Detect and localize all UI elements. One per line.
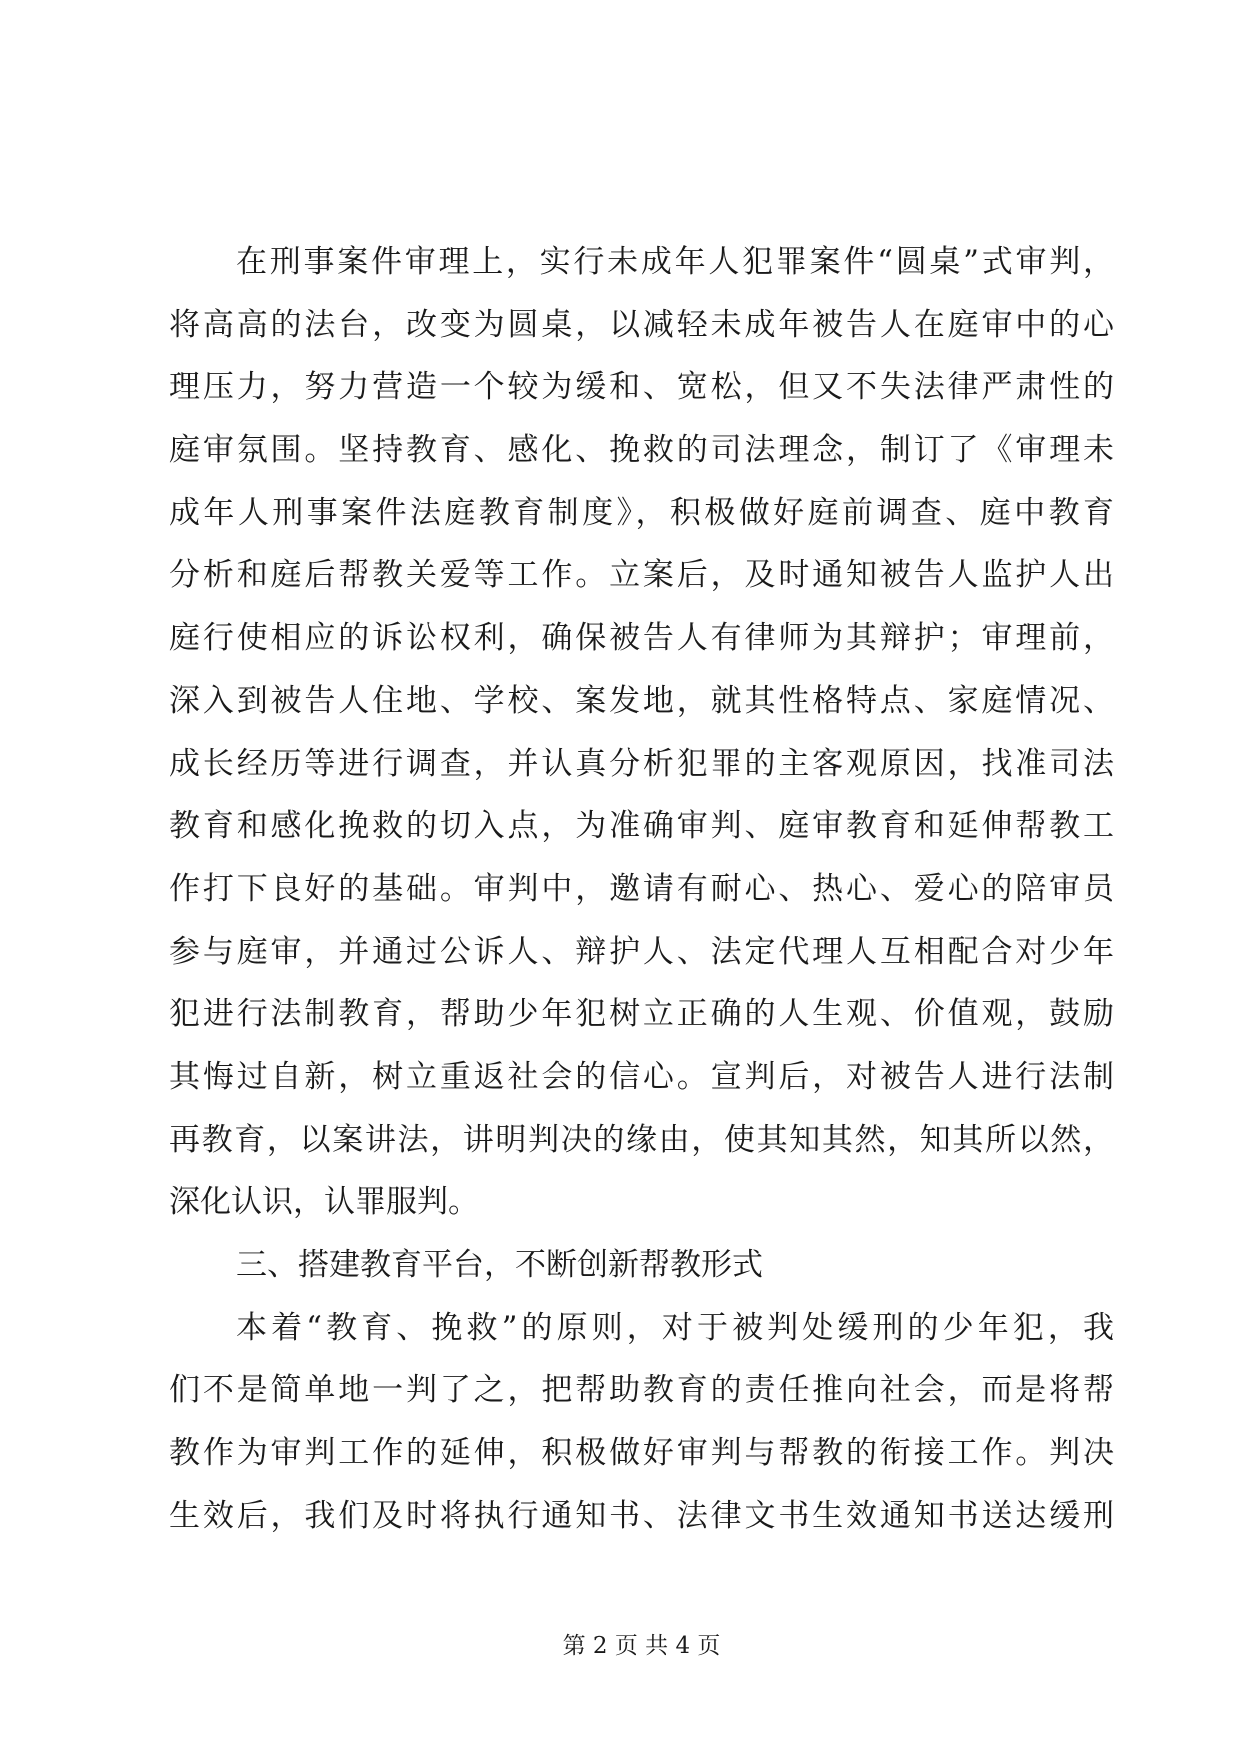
body-text-line: 本着“教育、挽救”的原则，对于被判处缓刑的少年犯，我 [236,1309,1114,1346]
body-text-line: 深化认识，认罪服判。 [169,1184,479,1221]
body-text-line: 其悔过自新，树立重返社会的信心。宣判后，对被告人进行法制 [169,1058,1114,1095]
body-text-line: 庭行使相应的诉讼权利，确保被告人有律师为其辩护；审理前， [169,620,1114,657]
body-text-line: 作打下良好的基础。审判中，邀请有耐心、热心、爱心的陪审员 [169,870,1114,907]
page-number-footer: 第 2 页 共 4 页 [562,1633,721,1659]
body-text-line: 再教育，以案讲法，讲明判决的缘由，使其知其然，知其所以然， [169,1121,1114,1158]
paragraph-2 [169,1297,1114,1548]
body-text-line: 在刑事案件审理上，实行未成年人犯罪案件“圆桌”式审判， [236,244,1114,280]
page-body [169,231,1114,1547]
body-text-line: 教育和感化挽救的切入点，为准确审判、庭审教育和延伸帮教工 [169,808,1114,845]
body-text-line: 庭审氛围。坚持教育、感化、挽救的司法理念，制订了《审理未 [169,432,1114,469]
body-text-line: 参与庭审，并通过公诉人、辩护人、法定代理人互相配合对少年 [169,933,1114,970]
body-text-line: 深入到被告人住地、学校、案发地，就其性格特点、家庭情况、 [169,682,1114,719]
body-text-line: 生效后，我们及时将执行通知书、法律文书生效通知书送达缓刑 [169,1497,1114,1534]
body-text-line: 们不是简单地一判了之，把帮助教育的责任推向社会，而是将帮 [169,1372,1114,1409]
body-text-line: 犯进行法制教育，帮助少年犯树立正确的人生观、价值观，鼓励 [169,996,1114,1033]
body-text-line: 教作为审判工作的延伸，积极做好审判与帮教的衔接工作。判决 [169,1435,1114,1472]
paragraph-1 [169,231,1114,1234]
body-text-line: 成年人刑事案件法庭教育制度》，积极做好庭前调查、庭中教育 [169,494,1114,531]
body-text-line: 成长经历等进行调查，并认真分析犯罪的主客观原因，找准司法 [169,745,1114,782]
section-heading: 三、搭建教育平台，不断创新帮教形式 [236,1247,763,1283]
body-text-line: 理压力，努力营造一个较为缓和、宽松，但又不失法律严肃性的 [169,369,1114,406]
body-text-line: 将高高的法台，改变为圆桌，以减轻未成年被告人在庭审中的心 [169,306,1114,343]
body-text-line: 分析和庭后帮教关爱等工作。立案后，及时通知被告人监护人出 [169,557,1114,594]
